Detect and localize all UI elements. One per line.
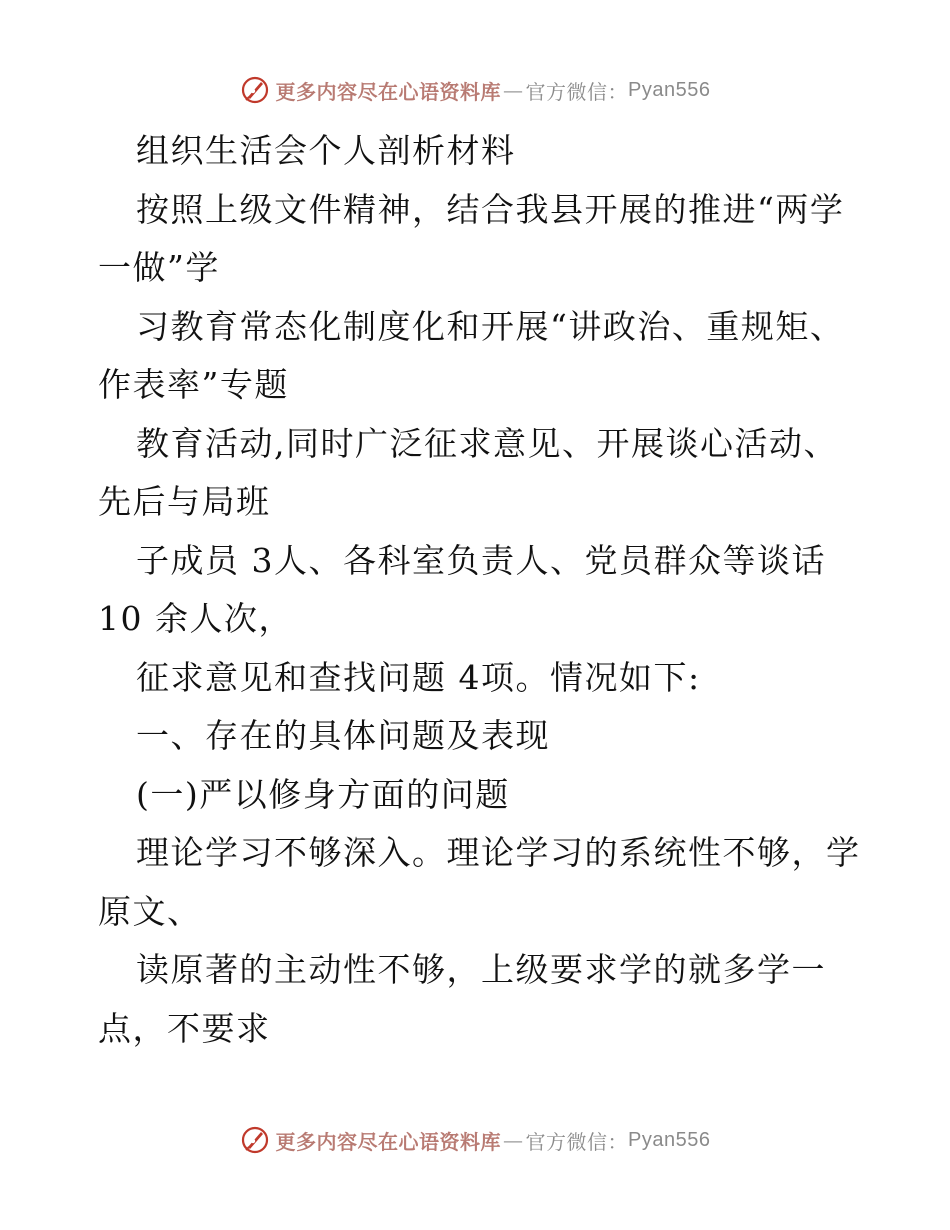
text-line: 理论学习不够深入。理论学习的系统性不够，学 (136, 833, 861, 872)
text-line: 10 余人次， (98, 599, 293, 638)
text-line: 先后与局班 (98, 482, 271, 521)
footer-banner (0, 1120, 950, 1160)
text-line: 习教育常态化制度化和开展“讲政治、重规矩、 (136, 306, 845, 346)
text-line: 组织生活会个人剖析材料 (136, 131, 516, 170)
quill-logo-icon (240, 1125, 270, 1155)
banner-wechat-label: 官方微信： (525, 79, 629, 104)
text-line: 按照上级文件精神，结合我县开展的推进“两学 (136, 189, 845, 229)
text-line: 一做”学 (98, 248, 220, 287)
banner-wechat-id: Pyan556 (628, 78, 711, 101)
text-line: (一)严以修身方面的问题 (136, 774, 510, 814)
banner-wechat-id: Pyan556 (628, 1128, 711, 1151)
text-line: 原文、 (98, 891, 202, 931)
header-banner (0, 70, 950, 110)
banner-wechat-label: 官方微信： (525, 1129, 629, 1154)
text-line: 作表率”专题 (98, 365, 289, 404)
text-line: 教育活动,同时广泛征求意见、开展谈心活动、 (136, 423, 838, 463)
banner-lead-text: 更多内容尽在心语资料库 (275, 79, 502, 104)
text-line: 征求意见和查找问题 4项。情况如下: (136, 657, 701, 697)
text-line: 点，不要求 (98, 1008, 271, 1048)
banner-lead-text: 更多内容尽在心语资料库 (275, 1129, 502, 1154)
banner-separator: — (503, 1128, 524, 1152)
text-line: 子成员 3人、各科室负责人、党员群众等谈话 (136, 540, 826, 580)
banner-separator: — (503, 78, 524, 102)
quill-logo-icon (240, 75, 270, 105)
text-line: 一、存在的具体问题及表现 (136, 716, 550, 755)
text-line: 读原著的主动性不够，上级要求学的就多学一 (136, 950, 826, 989)
document-body (98, 122, 861, 1058)
